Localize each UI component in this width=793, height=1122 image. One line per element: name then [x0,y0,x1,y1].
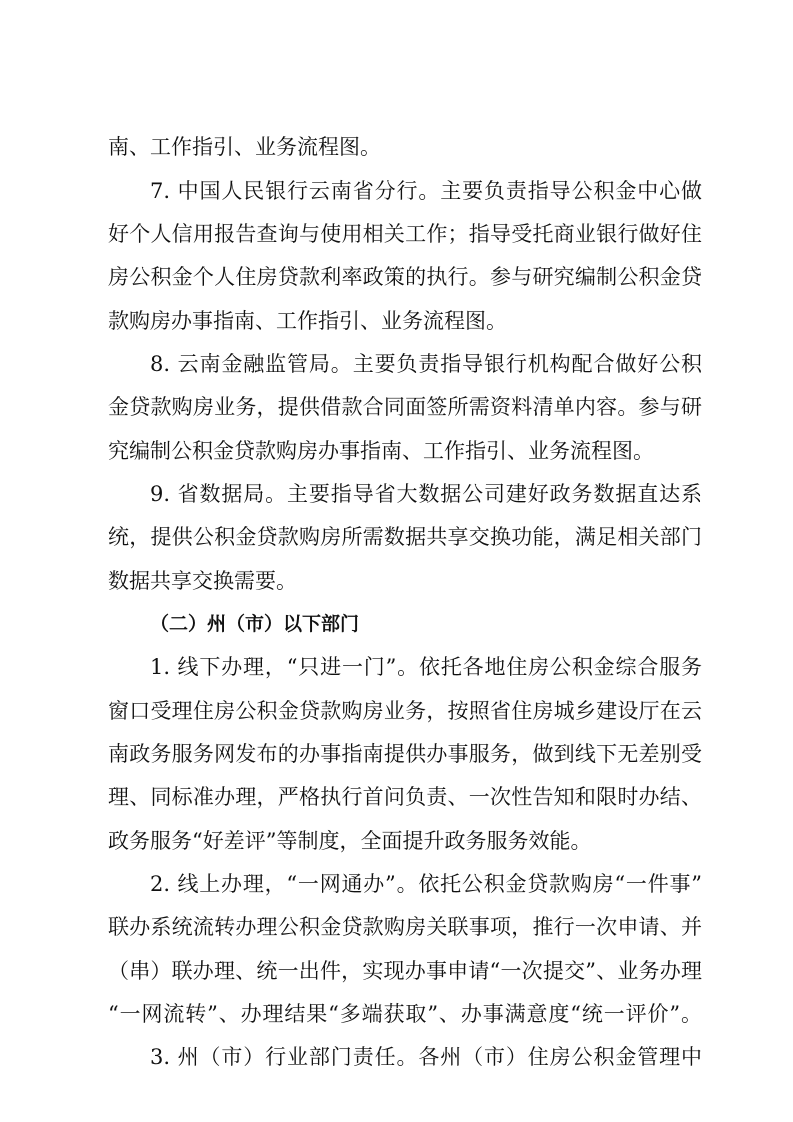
text-line: 南、工作指引、业务流程图。 [108,135,381,159]
paragraph-8-line-2: 金贷款购房业务，提供借款合同面签所需资料清单内容。参与研 [108,395,702,419]
item-2-line-1: 2. 线上办理，“一网通办”。依托公积金贷款购房“一件事” [150,872,702,896]
paragraph-8-line-1: 8. 云南金融监管局。主要负责指导银行机构配合做好公积 [150,352,702,376]
paragraph-7-line-3: 房公积金个人住房贷款利率政策的执行。参与研究编制公积金贷 [108,265,702,289]
paragraph-8-line-3: 究编制公积金贷款购房办事指南、工作指引、业务流程图。 [108,439,654,463]
paragraph-9-line-2: 统，提供公积金贷款购房所需数据共享交换功能，满足相关部门 [108,525,702,549]
item-2-line-4: “一网流转”、办理结果“多端获取”、办事满意度“统一评价”。 [108,1002,702,1026]
item-3-line-1: 3. 州（市）行业部门责任。各州（市）住房公积金管理中 [150,1045,702,1069]
paragraph-7-line-2: 好个人信用报告查询与使用相关工作；指导受托商业银行做好住 [108,222,702,246]
paragraph-7-line-4: 款购房办事指南、工作指引、业务流程图。 [108,309,507,333]
item-2-line-2: 联办系统流转办理公积金贷款购房关联事项，推行一次申请、并 [108,915,702,939]
paragraph-9-line-3: 数据共享交换需要。 [108,569,297,593]
item-1-line-5: 政务服务“好差评”等制度，全面提升政务服务效能。 [108,829,592,853]
item-1-line-1: 1. 线下办理，“只进一门”。依托各地住房公积金综合服务 [150,655,702,679]
section-heading: （二）州（市）以下部门 [150,613,360,635]
item-1-line-4: 理、同标准办理，严格执行首问负责、一次性告知和限时办结、 [108,785,702,809]
item-1-line-2: 窗口受理住房公积金贷款购房业务，按照省住房城乡建设厅在云 [108,699,702,723]
paragraph-9-line-1: 9. 省数据局。主要指导省大数据公司建好政务数据直达系 [150,482,702,506]
paragraph-7-line-1: 7. 中国人民银行云南省分行。主要负责指导公积金中心做 [150,179,702,203]
item-1-line-3: 南政务服务网发布的办事指南提供办事服务，做到线下无差别受 [108,742,702,766]
item-2-line-3: （串）联办理、统一出件，实现办事申请“一次提交”、业务办理 [108,959,702,983]
